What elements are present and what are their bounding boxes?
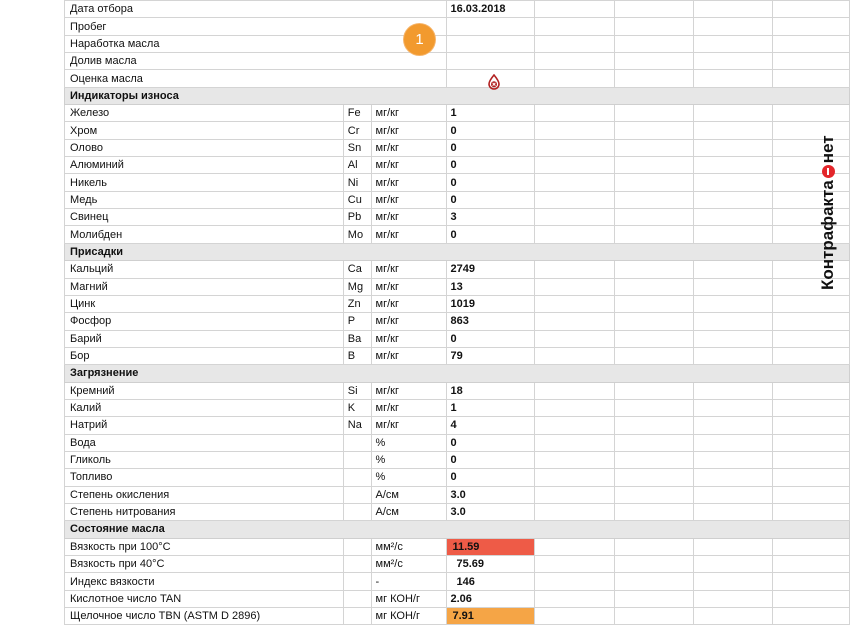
empty-cell (772, 503, 849, 520)
empty-cell (535, 226, 614, 243)
empty-cell (772, 313, 849, 330)
unit-cell: мм²/с (371, 538, 446, 555)
empty-cell (535, 330, 614, 347)
element-symbol: B (343, 347, 371, 364)
empty-cell (693, 451, 772, 468)
empty-cell (693, 573, 772, 590)
value-cell: 75.69 (446, 556, 535, 573)
element-symbol: Na (343, 417, 371, 434)
empty-cell (614, 503, 693, 520)
value-cell: 146 (446, 573, 535, 590)
empty-cell (535, 538, 614, 555)
table-row (65, 330, 850, 347)
section-title: Индикаторы износа (65, 87, 850, 104)
empty-cell (772, 469, 849, 486)
unit-cell: мг/кг (371, 122, 446, 139)
value-cell: 4 (446, 417, 535, 434)
empty-cell (772, 590, 849, 607)
parameter-name: Бор (65, 347, 344, 364)
value-cell: 0 (446, 226, 535, 243)
empty-cell (693, 174, 772, 191)
value-cell: 0 (446, 139, 535, 156)
empty-cell (535, 486, 614, 503)
empty-cell (772, 556, 849, 573)
parameter-name: Алюминий (65, 157, 344, 174)
empty-cell (614, 226, 693, 243)
empty-cell (614, 191, 693, 208)
header-row (65, 18, 850, 35)
table-row (65, 278, 850, 295)
empty-cell (614, 209, 693, 226)
empty-cell (693, 503, 772, 520)
table-row (65, 261, 850, 278)
table-row (65, 347, 850, 364)
value-cell: 0 (446, 330, 535, 347)
value-cell: 13 (446, 278, 535, 295)
table-row (65, 399, 850, 416)
element-symbol: Si (343, 382, 371, 399)
empty-cell (772, 451, 849, 468)
element-symbol (343, 434, 371, 451)
empty-cell (772, 486, 849, 503)
unit-cell: мг/кг (371, 313, 446, 330)
parameter-name: Индекс вязкости (65, 573, 344, 590)
empty-cell (772, 70, 849, 87)
empty-cell (693, 608, 772, 625)
element-symbol: Sn (343, 139, 371, 156)
empty-cell (535, 573, 614, 590)
unit-cell: A/см (371, 503, 446, 520)
unit-cell: мг/кг (371, 399, 446, 416)
empty-cell (693, 35, 772, 52)
empty-cell (614, 70, 693, 87)
empty-cell (693, 434, 772, 451)
empty-cell (693, 382, 772, 399)
empty-cell (535, 1, 614, 18)
empty-cell (693, 226, 772, 243)
value-cell: 7.91 (446, 608, 535, 625)
empty-cell (772, 1, 849, 18)
table-row (65, 503, 850, 520)
parameter-name: Гликоль (65, 451, 344, 468)
table-row (65, 122, 850, 139)
element-symbol: Fe (343, 105, 371, 122)
element-symbol (343, 486, 371, 503)
empty-cell (693, 209, 772, 226)
empty-cell (535, 191, 614, 208)
parameter-name: Кремний (65, 382, 344, 399)
empty-cell (693, 556, 772, 573)
empty-cell (772, 399, 849, 416)
parameter-name: Вода (65, 434, 344, 451)
empty-cell (693, 191, 772, 208)
element-symbol (343, 556, 371, 573)
parameter-name: Кальций (65, 261, 344, 278)
unit-cell: % (371, 434, 446, 451)
table-row (65, 174, 850, 191)
header-row (65, 35, 850, 52)
value-cell: 863 (446, 313, 535, 330)
empty-cell (693, 278, 772, 295)
empty-cell (614, 295, 693, 312)
header-label: Наработка масла (65, 35, 447, 52)
header-row (65, 1, 850, 18)
empty-cell (614, 538, 693, 555)
empty-cell (535, 35, 614, 52)
table-row (65, 313, 850, 330)
header-row (65, 53, 850, 70)
table-row (65, 573, 850, 590)
empty-cell (535, 347, 614, 364)
brand-text-suffix: нет (818, 135, 837, 164)
empty-cell (614, 139, 693, 156)
unit-cell: мг/кг (371, 139, 446, 156)
unit-cell: мг/кг (371, 261, 446, 278)
element-symbol: K (343, 399, 371, 416)
unit-cell: мг/кг (371, 382, 446, 399)
element-symbol: Ni (343, 174, 371, 191)
empty-cell (535, 139, 614, 156)
element-symbol: Al (343, 157, 371, 174)
empty-cell (614, 451, 693, 468)
oil-analysis-table (64, 0, 850, 625)
empty-cell (535, 295, 614, 312)
table-row (65, 382, 850, 399)
value-cell: 0 (446, 122, 535, 139)
unit-cell: мг/кг (371, 295, 446, 312)
parameter-name: Никель (65, 174, 344, 191)
empty-cell (535, 209, 614, 226)
empty-cell (693, 399, 772, 416)
value-cell: 0 (446, 174, 535, 191)
empty-cell (693, 53, 772, 70)
parameter-name: Степень окисления (65, 486, 344, 503)
header-label: Оценка масла (65, 70, 447, 87)
empty-cell (614, 105, 693, 122)
empty-cell (614, 18, 693, 35)
empty-cell (772, 417, 849, 434)
unit-cell: A/см (371, 486, 446, 503)
empty-cell (535, 278, 614, 295)
value-cell: 1 (446, 105, 535, 122)
empty-cell (772, 382, 849, 399)
value-cell: 0 (446, 434, 535, 451)
empty-cell (614, 347, 693, 364)
header-value (446, 18, 535, 35)
value-cell: 1 (446, 399, 535, 416)
header-value (446, 35, 535, 52)
table-row (65, 226, 850, 243)
unit-cell: мг КОН/г (371, 608, 446, 625)
empty-cell (614, 573, 693, 590)
element-symbol (343, 608, 371, 625)
unit-cell: - (371, 573, 446, 590)
empty-cell (772, 295, 849, 312)
element-symbol (343, 503, 371, 520)
empty-cell (693, 313, 772, 330)
empty-cell (693, 469, 772, 486)
empty-cell (535, 122, 614, 139)
empty-cell (693, 105, 772, 122)
unit-cell: % (371, 451, 446, 468)
empty-cell (614, 174, 693, 191)
table-row (65, 105, 850, 122)
empty-cell (693, 538, 772, 555)
callout-badge: 1 (404, 24, 435, 55)
empty-cell (614, 469, 693, 486)
empty-cell (693, 486, 772, 503)
unit-cell: мг/кг (371, 174, 446, 191)
empty-cell (693, 157, 772, 174)
table-row (65, 486, 850, 503)
parameter-name: Железо (65, 105, 344, 122)
element-symbol: Cr (343, 122, 371, 139)
section-header (65, 521, 850, 538)
value-cell: 2749 (446, 261, 535, 278)
parameter-name: Медь (65, 191, 344, 208)
unit-cell: мг/кг (371, 209, 446, 226)
element-symbol: Ca (343, 261, 371, 278)
parameter-name: Молибден (65, 226, 344, 243)
element-symbol (343, 573, 371, 590)
empty-cell (535, 157, 614, 174)
element-symbol: Mg (343, 278, 371, 295)
parameter-name: Хром (65, 122, 344, 139)
table-row (65, 556, 850, 573)
empty-cell (772, 105, 849, 122)
empty-cell (535, 451, 614, 468)
table-row (65, 157, 850, 174)
empty-cell (772, 330, 849, 347)
value-cell: 1019 (446, 295, 535, 312)
unit-cell: мг/кг (371, 105, 446, 122)
value-cell: 18 (446, 382, 535, 399)
value-cell: 0 (446, 157, 535, 174)
table-row (65, 538, 850, 555)
parameter-name: Щелочное число TBN (ASTM D 2896) (65, 608, 344, 625)
empty-cell (693, 590, 772, 607)
table-row (65, 209, 850, 226)
empty-cell (772, 53, 849, 70)
element-symbol (343, 538, 371, 555)
empty-cell (693, 417, 772, 434)
empty-cell (535, 417, 614, 434)
empty-cell (614, 35, 693, 52)
empty-cell (535, 313, 614, 330)
table-row (65, 590, 850, 607)
unit-cell: мг/кг (371, 330, 446, 347)
empty-cell (535, 590, 614, 607)
section-title: Присадки (65, 243, 850, 260)
empty-cell (614, 556, 693, 573)
table-row (65, 295, 850, 312)
empty-cell (535, 608, 614, 625)
unit-cell: мг/кг (371, 226, 446, 243)
empty-cell (693, 261, 772, 278)
empty-cell (614, 1, 693, 18)
unit-cell: мг/кг (371, 157, 446, 174)
empty-cell (614, 53, 693, 70)
parameter-name: Кислотное число TAN (65, 590, 344, 607)
empty-cell (614, 486, 693, 503)
element-symbol (343, 469, 371, 486)
value-cell: 11.59 (446, 538, 535, 555)
parameter-name: Топливо (65, 469, 344, 486)
empty-cell (535, 261, 614, 278)
empty-cell (614, 157, 693, 174)
empty-cell (535, 105, 614, 122)
header-value: 16.03.2018 (446, 1, 535, 18)
value-cell: 3.0 (446, 486, 535, 503)
parameter-name: Калий (65, 399, 344, 416)
empty-cell (772, 573, 849, 590)
empty-cell (535, 434, 614, 451)
empty-cell (693, 18, 772, 35)
empty-cell (614, 278, 693, 295)
table-row (65, 434, 850, 451)
empty-cell (693, 347, 772, 364)
element-symbol: P (343, 313, 371, 330)
value-cell: 79 (446, 347, 535, 364)
empty-cell (614, 434, 693, 451)
empty-cell (614, 608, 693, 625)
empty-cell (614, 590, 693, 607)
section-title: Загрязнение (65, 365, 850, 382)
empty-cell (772, 434, 849, 451)
empty-cell (535, 503, 614, 520)
empty-cell (693, 330, 772, 347)
table-row (65, 139, 850, 156)
empty-cell (693, 295, 772, 312)
empty-cell (535, 469, 614, 486)
section-header (65, 365, 850, 382)
empty-cell (614, 313, 693, 330)
unit-cell: мм²/с (371, 556, 446, 573)
parameter-name: Магний (65, 278, 344, 295)
element-symbol (343, 590, 371, 607)
empty-cell (614, 399, 693, 416)
empty-cell (535, 382, 614, 399)
header-label: Пробег (65, 18, 447, 35)
table-row (65, 417, 850, 434)
unit-cell: % (371, 469, 446, 486)
unit-cell: мг/кг (371, 278, 446, 295)
parameter-name: Барий (65, 330, 344, 347)
empty-cell (614, 261, 693, 278)
value-cell: 0 (446, 469, 535, 486)
empty-cell (772, 35, 849, 52)
unit-cell: мг/кг (371, 417, 446, 434)
value-cell: 2.06 (446, 590, 535, 607)
parameter-name: Степень нитрования (65, 503, 344, 520)
element-symbol: Mo (343, 226, 371, 243)
empty-cell (535, 70, 614, 87)
value-cell: 0 (446, 451, 535, 468)
section-header (65, 243, 850, 260)
unit-cell: мг КОН/г (371, 590, 446, 607)
parameter-name: Олово (65, 139, 344, 156)
empty-cell (614, 330, 693, 347)
empty-cell (535, 53, 614, 70)
element-symbol: Pb (343, 209, 371, 226)
empty-cell (614, 417, 693, 434)
parameter-name: Свинец (65, 209, 344, 226)
empty-cell (772, 18, 849, 35)
oil-drop-warning-icon (486, 74, 502, 90)
header-value (446, 53, 535, 70)
value-cell: 3 (446, 209, 535, 226)
unit-cell: мг/кг (371, 191, 446, 208)
empty-cell (693, 70, 772, 87)
parameter-name: Фосфор (65, 313, 344, 330)
parameter-name: Вязкость при 40°С (65, 556, 344, 573)
empty-cell (772, 538, 849, 555)
table-row (65, 469, 850, 486)
table-row (65, 451, 850, 468)
table-row (65, 191, 850, 208)
parameter-name: Вязкость при 100°С (65, 538, 344, 555)
empty-cell (693, 122, 772, 139)
empty-cell (693, 139, 772, 156)
header-row (65, 70, 850, 87)
value-cell: 0 (446, 191, 535, 208)
empty-cell (614, 382, 693, 399)
empty-cell (772, 347, 849, 364)
section-header (65, 87, 850, 104)
empty-cell (693, 1, 772, 18)
empty-cell (535, 399, 614, 416)
parameter-name: Натрий (65, 417, 344, 434)
table-row (65, 608, 850, 625)
element-symbol: Zn (343, 295, 371, 312)
empty-cell (535, 174, 614, 191)
empty-cell (535, 18, 614, 35)
brand-dot-icon (822, 165, 835, 178)
section-title: Состояние масла (65, 521, 850, 538)
header-label: Долив масла (65, 53, 447, 70)
parameter-name: Цинк (65, 295, 344, 312)
unit-cell: мг/кг (371, 347, 446, 364)
empty-cell (772, 608, 849, 625)
empty-cell (614, 122, 693, 139)
brand-text: Контрафакта (818, 180, 837, 290)
element-symbol (343, 451, 371, 468)
element-symbol: Cu (343, 191, 371, 208)
empty-cell (535, 556, 614, 573)
value-cell: 3.0 (446, 503, 535, 520)
element-symbol: Ba (343, 330, 371, 347)
header-label: Дата отбора (65, 1, 447, 18)
